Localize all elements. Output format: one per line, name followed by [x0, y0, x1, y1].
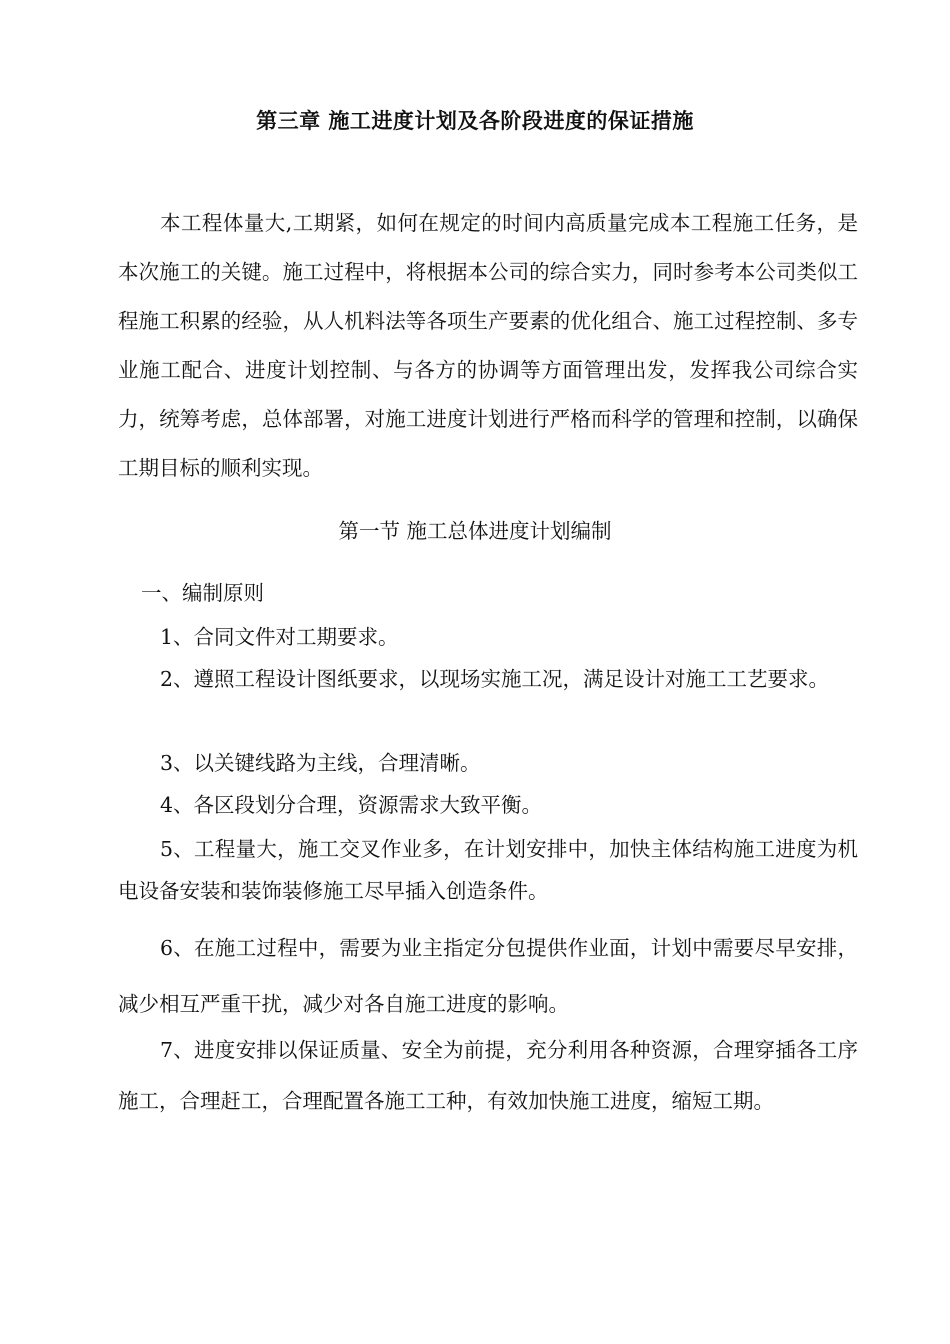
list-item: 7、进度安排以保证质量、安全为前提，充分利用各种资源，合理穿插各工序施工，合理赶工，合理配置各施工工种，有效加快施工进度，缩短工期。 [118, 1038, 858, 1113]
intro-paragraph: 本工程体量大,工期紧，如何在规定的时间内高质量完成本工程施工任务，是本次施工的关键。施工过程中，将根据本公司的综合实力，同时参考本公司类似工程施工积累的经验，从人机料法等各项生产要素的优化组合、施工过程控制、多专业施工配合、进度计划控制、与各方的协调等方面管理出发，发挥我公司综合实力，统筹考虑，总体部署，对施工进度计划进行严格而科学的管理和控制，以确保工期目标的顺利实现。 [118, 211, 858, 480]
list-item: 4、各区段划分合理，资源需求大致平衡。 [160, 793, 543, 817]
chapter-title: 第三章 施工进度计划及各阶段进度的保证措施 [256, 109, 694, 133]
subheading-principles: 一、编制原则 [141, 581, 264, 605]
list-item: 6、在施工过程中，需要为业主指定分包提供作业面，计划中需要尽早安排，减少相互严重干扰，减少对各自施工进度的影响。 [118, 936, 858, 1016]
list-item: 3、以关键线路为主线，合理清晰。 [160, 751, 481, 775]
list-item: 2、遵照工程设计图纸要求，以现场实施工况，满足设计对施工工艺要求。 [160, 667, 830, 691]
section-title: 第一节 施工总体进度计划编制 [338, 519, 612, 543]
list-item: 1、合同文件对工期要求。 [160, 625, 399, 649]
list-item: 5、工程量大，施工交叉作业多，在计划安排中，加快主体结构施工进度为机电设备安装和装饰装修施工尽早插入创造条件。 [118, 837, 858, 903]
